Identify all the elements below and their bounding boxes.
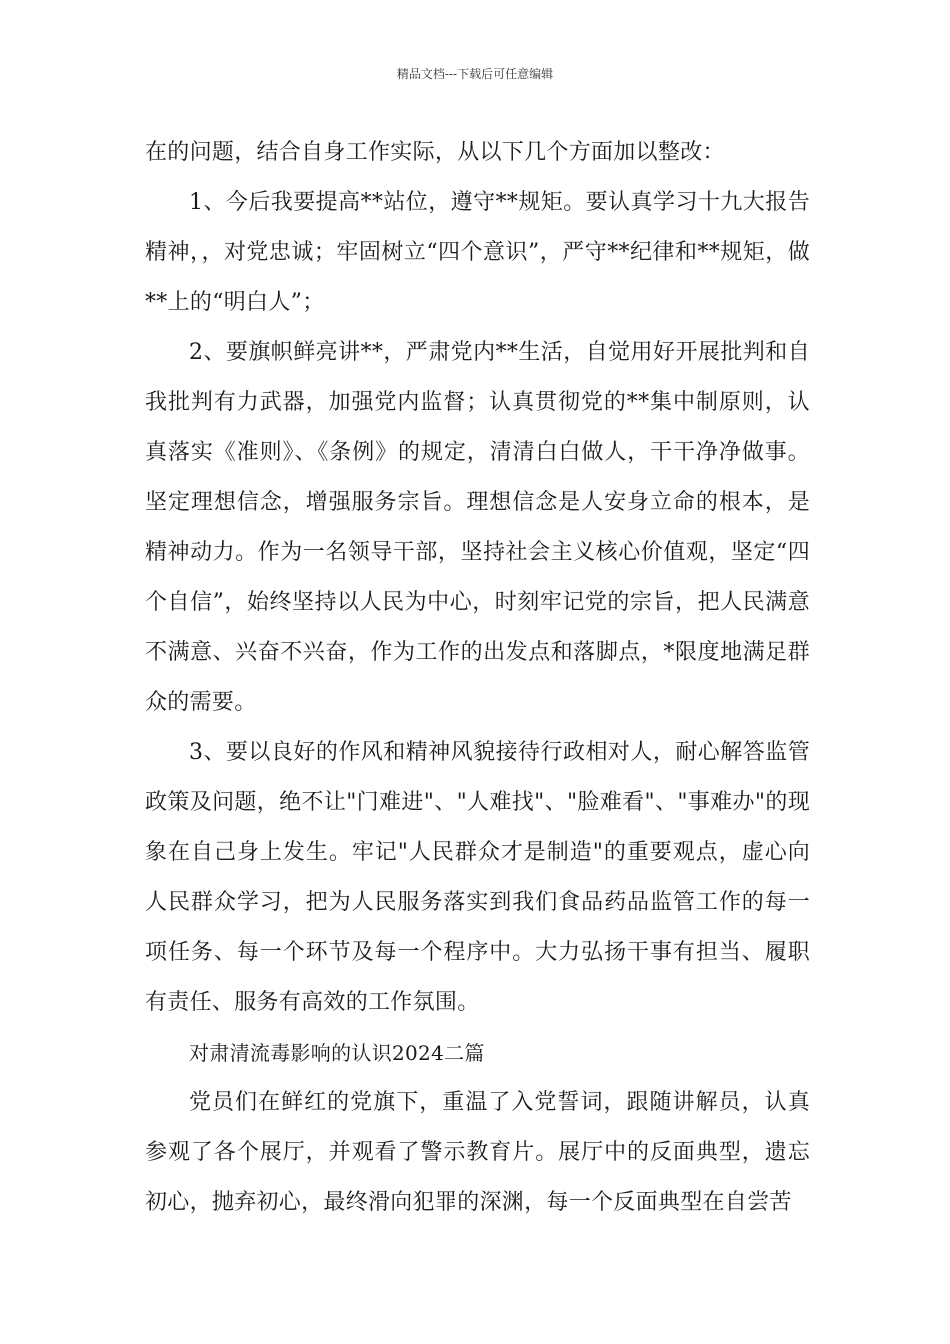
paragraph-continuation: 在的问题，结合自身工作实际，从以下几个方面加以整改：	[145, 140, 725, 165]
section-subtitle: 对肃清流毒影响的认识2024二篇	[189, 1041, 485, 1065]
document-body	[145, 128, 810, 1228]
paragraph-section-start: 党员们在鲜红的党旗下，重温了入党誓词，跟随讲解员，认真参观了各个展厅，并观看了警示教育片。展厅中的反面典型，遗忘初心，抛弃初心，最终滑向犯罪的深渊，每一个反面典型在自尝苦	[145, 1090, 810, 1215]
page-header: 精品文档---下载后可任意编辑	[396, 67, 554, 81]
paragraph-item-1: 1、今后我要提高**站位，遵守**规矩。要认真学习十九大报告精神，，对党忠诚；牢固树立“四个意识”，严守**纪律和**规矩，做**上的“明白人”；	[145, 190, 810, 315]
paragraph-item-3: 3、要以良好的作风和精神风貌接待行政相对人，耐心解答监管政策及问题，绝不让"门难进"、"人难找"、"脸难看"、"事难办"的现象在自己身上发生。牢记"人民群众才是制造"的重要观点，虚心向人民群众学习，把为人民服务落实到我们食品药品监管工作的每一项任务、每一个环节及每一个程序中。大力弘扬干事有担当、履职有责任、服务有高效的工作氛围。	[145, 740, 810, 1015]
paragraph-item-2: 2、要旗帜鲜亮讲**，严肃党内**生活，自觉用好开展批判和自我批判有力武器，加强党内监督；认真贯彻党的**集中制原则，认真落实《准则》、《条例》的规定，清清白白做人，干干净净做事。坚定理想信念，增强服务宗旨。理想信念是人安身立命的根本，是精神动力。作为一名领导干部，坚持社会主义核心价值观，坚定“四个自信”，始终坚持以人民为中心，时刻牢记党的宗旨，把人民满意不满意、兴奋不兴奋，作为工作的出发点和落脚点，*限度地满足群众的需要。	[145, 340, 810, 715]
